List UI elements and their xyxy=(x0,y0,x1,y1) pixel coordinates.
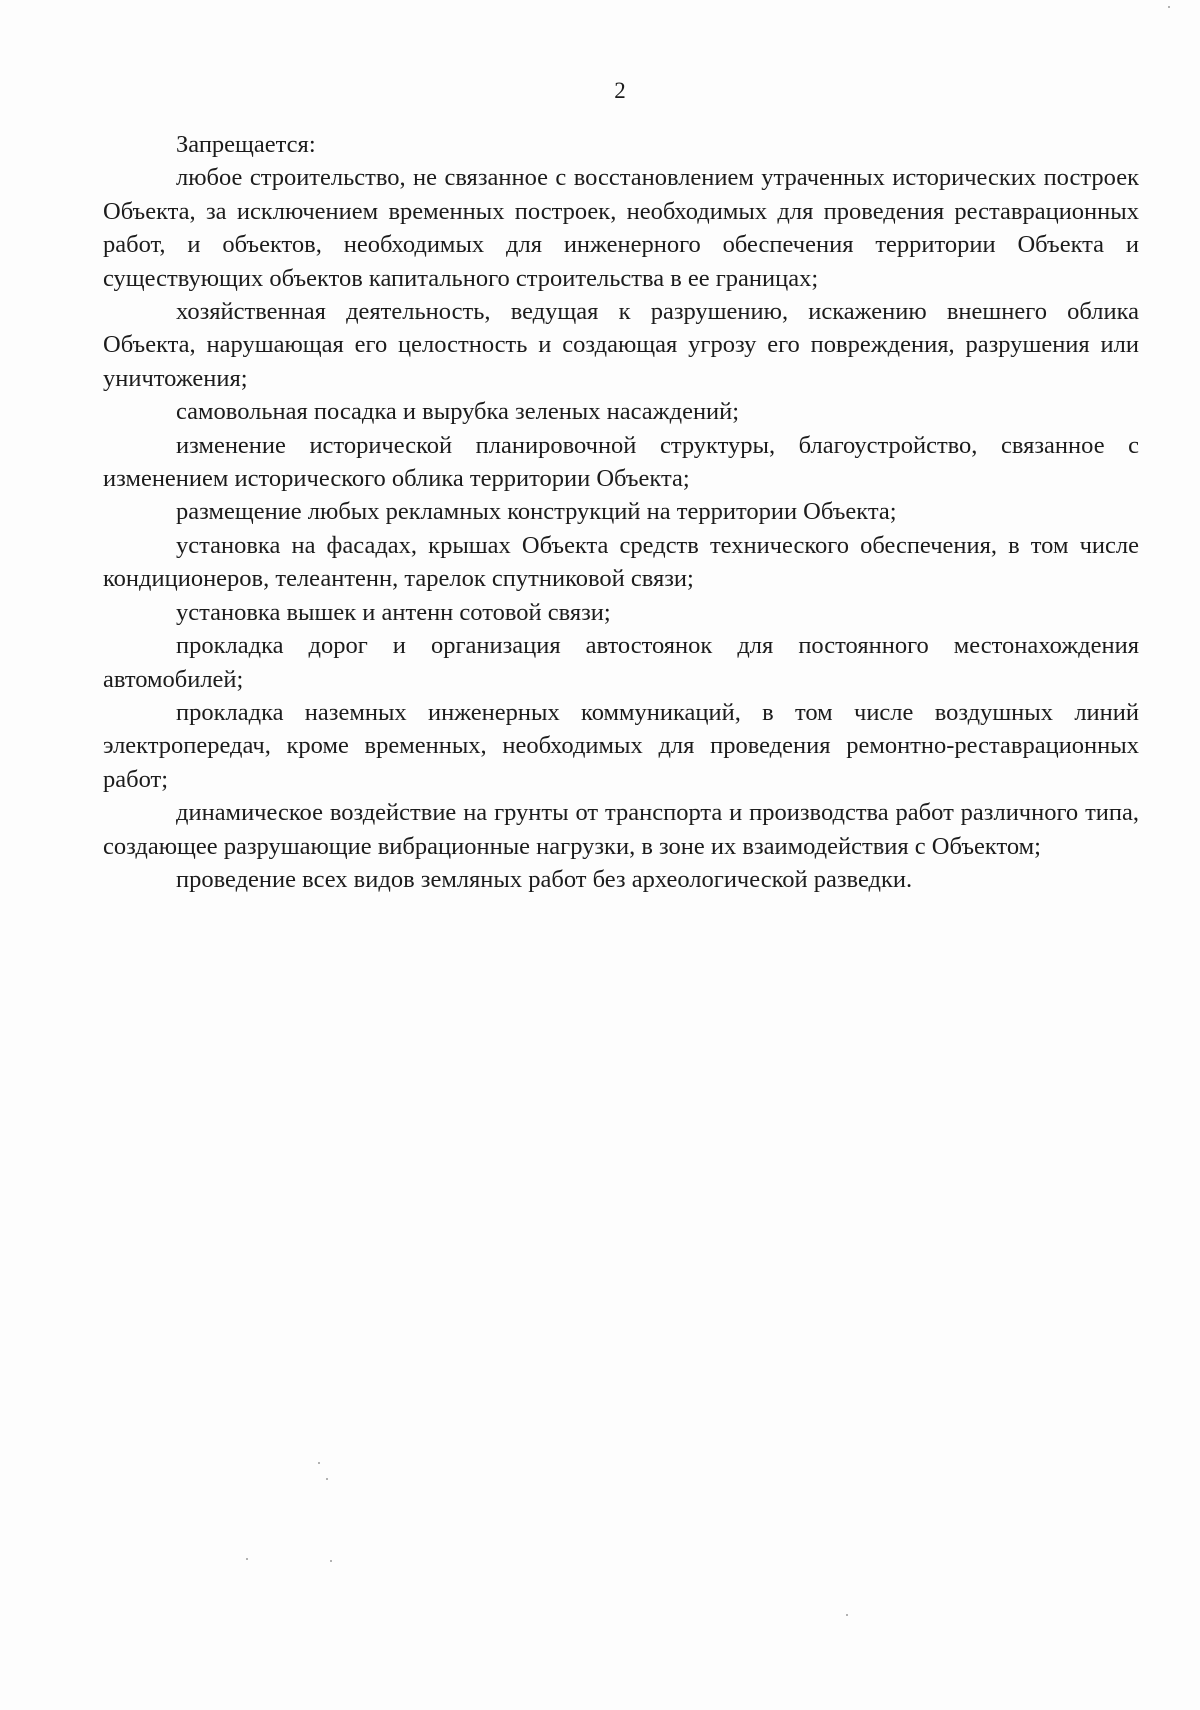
list-item: проведение всех видов земляных работ без археологической разведки. xyxy=(176,865,913,893)
scan-speck xyxy=(330,1560,332,1562)
list-item: прокладка наземных инженерных коммуникаций, в том числе воздушных линий электропередач, кроме временных, необходимых для проведения ремонтно-реставрационных работ; xyxy=(103,698,1139,793)
scan-speck xyxy=(1168,6,1170,8)
prohibitions-heading: Запрещается: xyxy=(176,131,316,158)
prohibitions-list xyxy=(103,161,1139,896)
scan-speck xyxy=(326,1478,328,1480)
list-item: любое строительство, не связанное с восстановлением утраченных исторических построек Объекта, за исключением временных построек, необходимых для проведения реставрационных работ, и объектов, необходимых для инженерного обеспечения территории Объекта и существующих объектов капитального строительства в ее границах; xyxy=(103,164,1139,292)
scan-speck xyxy=(246,1558,248,1560)
list-item: установка на фасадах, крышах Объекта средств технического обеспечения, в том числе кондиционеров, телеантенн, тарелок спутниковой связи; xyxy=(103,531,1139,593)
page-number: 2 xyxy=(614,78,626,103)
scan-speck xyxy=(846,1614,848,1616)
list-item: изменение исторической планировочной структуры, благоустройство, связанное с изменением исторического облика территории Объекта; xyxy=(103,431,1139,493)
list-item: прокладка дорог и организация автостоянок для постоянного местонахождения автомобилей; xyxy=(103,632,1139,693)
list-item: динамическое воздействие на грунты от транспорта и производства работ различного типа, создающее разрушающие вибрационные нагрузки, в зоне их взаимодействия с Объектом; xyxy=(103,799,1139,860)
scan-speck xyxy=(318,1462,320,1464)
list-item: установка вышек и антенн сотовой связи; xyxy=(176,598,611,626)
document-body xyxy=(103,128,1139,896)
list-item: хозяйственная деятельность, ведущая к разрушению, искажению внешнего облика Объекта, нарушающая его целостность и создающая угрозу его повреждения, разрушения или уничтожения; xyxy=(103,298,1139,392)
list-item: размещение любых рекламных конструкций на территории Объекта; xyxy=(176,498,897,526)
list-item: самовольная посадка и вырубка зеленых насаждений; xyxy=(176,398,740,426)
